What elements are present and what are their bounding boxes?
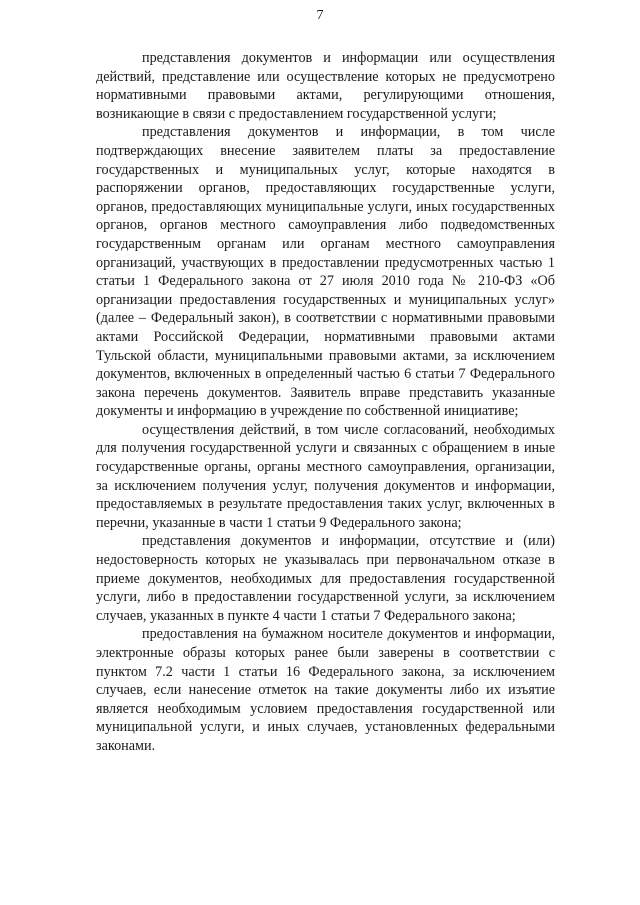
body-text [96, 49, 555, 756]
paragraph: представления документов и информации или осуществления действий, представление или осуществление которых не предусмотрено нормативными правовыми актами, регулирующими отношения, возникающие в связи с предоставлением государственной услуги; [96, 50, 555, 122]
paragraph: представления документов и информации, в том числе подтверждающих внесение заявителем платы за предоставление государственных и муниципальных услуг, которые находятся в распоряжении органов, предоставляющих государственные услуги, органов, предоставляющих муниципальные услуги, иных государственных органов, органов местного самоуправления либо подведомственных государственным органам или органам местного самоуправления организаций, участвующих в предоставлении предусмотренных частью 1 статьи 1 Федерального закона от 27 июля 2010 года № 210-ФЗ «Об организации предоставления государственных и муниципальных услуг» (далее – Федеральный закон), в соответствии с нормативными правовыми актами Российской Федерации, нормативными правовыми актами Тульской области, муниципальными правовыми актами, за исключением документов, включенных в определенный частью 6 статьи 7 Федерального закона перечень документов. Заявитель вправе представить указанные документы и информацию в учреждение по собственной инициативе; [96, 124, 555, 420]
page-number: 7 [316, 8, 324, 23]
paragraph: представления документов и информации, отсутствие и (или) недостоверность которых не указывалась при первоначальном отказе в приеме документов, необходимых для предоставления государственной услуги, либо в предоставлении государственной услуги, за исключением случаев, указанных в пункте 4 части 1 статьи 7 Федерального закона; [96, 533, 555, 624]
paragraph: осуществления действий, в том числе согласований, необходимых для получения государственной услуги и связанных с обращением в иные государственные органы, органы местного самоуправления, организации, за исключением получения услуг, получения документов и информации, предоставляемых в результате предоставления таких услуг, включенных в перечни, указанные в части 1 статьи 9 Федерального закона; [96, 421, 555, 531]
paragraph: предоставления на бумажном носителе документов и информации, электронные образы которых ранее были заверены в соответствии с пунктом 7.2 части 1 статьи 16 Федерального закона, за исключением случаев, если нанесение отметок на такие документы либо их изъятие является необходимым условием предоставления государственной или муниципальной услуги, и иных случаев, установленных федеральными законами. [96, 626, 555, 754]
